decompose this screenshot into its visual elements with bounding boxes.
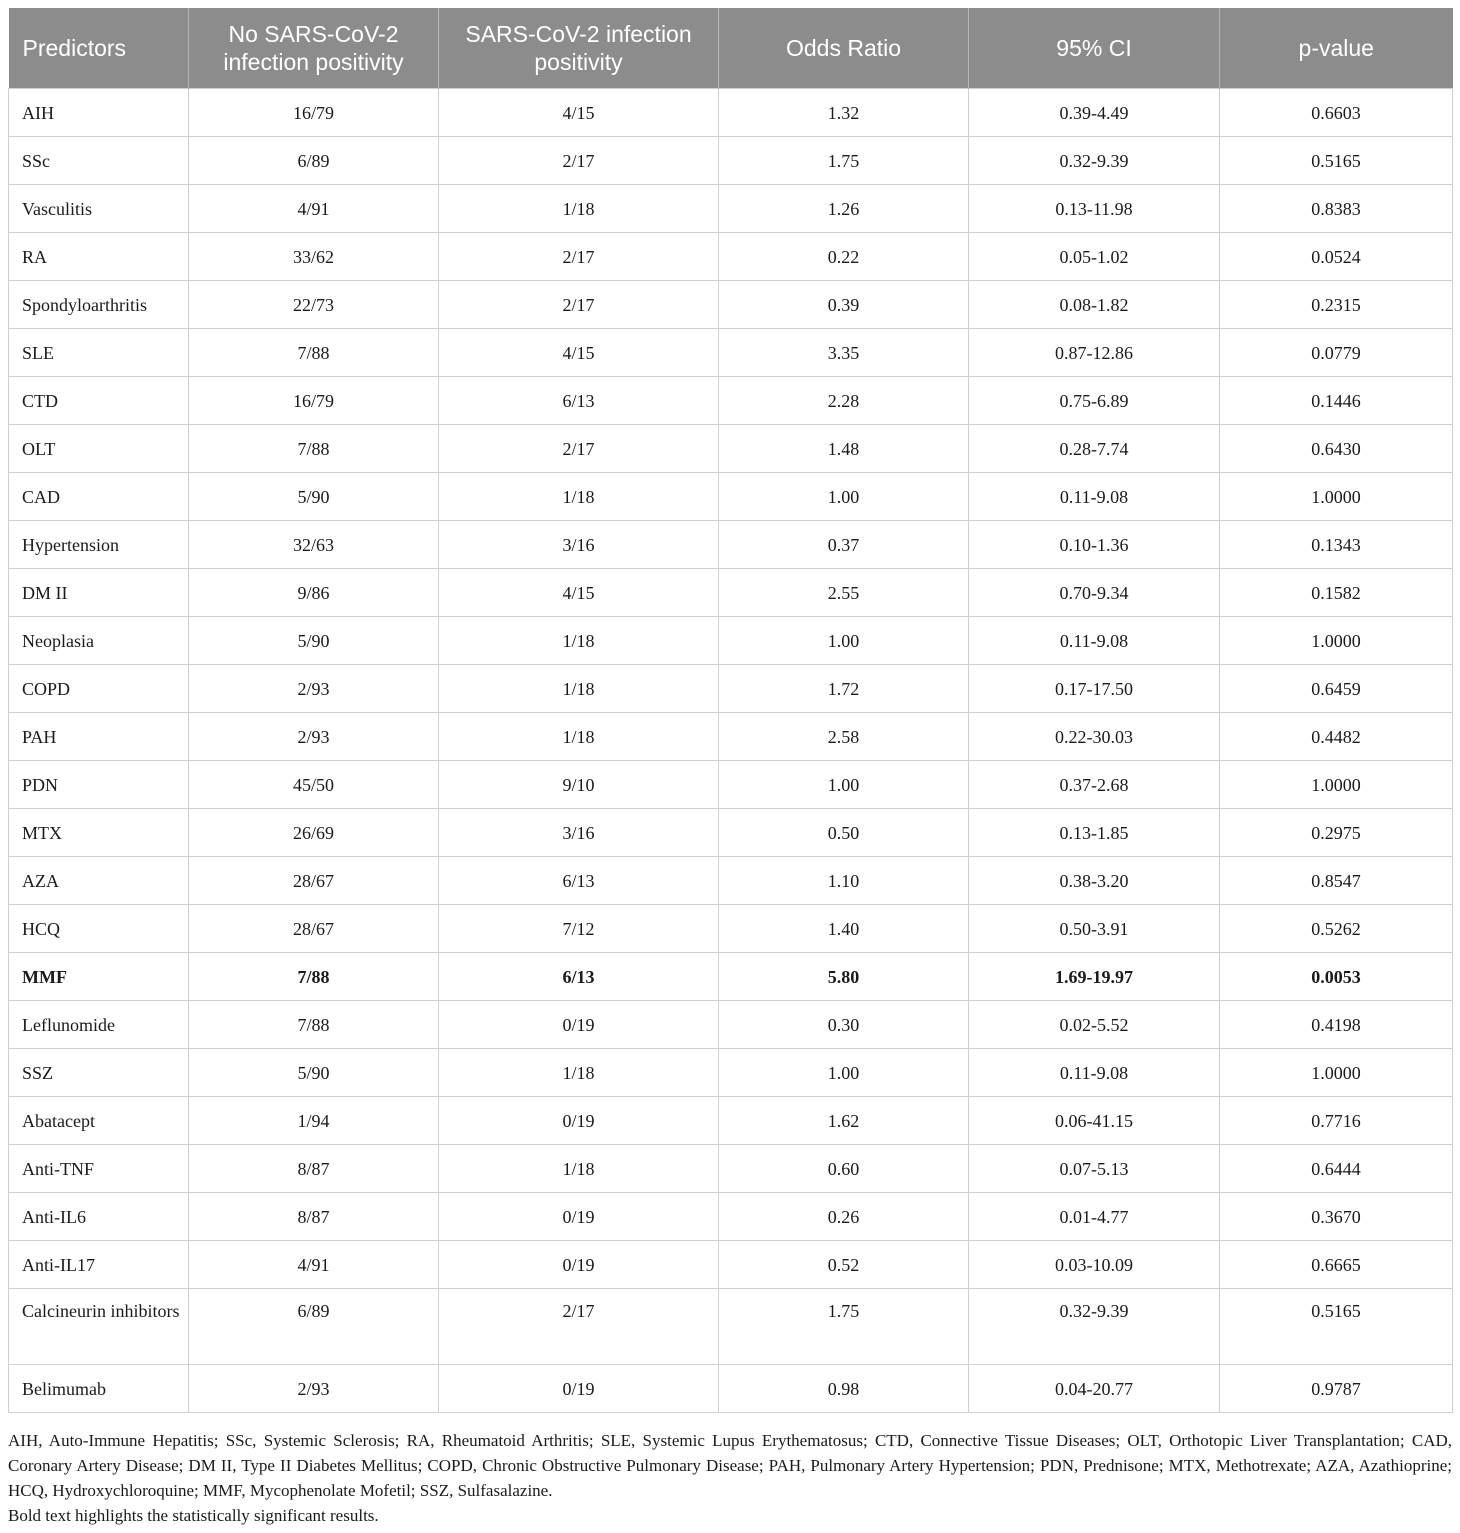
cell-p-value: 0.6603 <box>1220 89 1453 137</box>
cell-p-value: 0.2975 <box>1220 809 1453 857</box>
table-row <box>9 569 1453 617</box>
cell-p-value: 0.3670 <box>1220 1193 1453 1241</box>
cell-infection: 2/17 <box>439 281 719 329</box>
cell-p-value: 0.0524 <box>1220 233 1453 281</box>
results-table-container <box>8 8 1452 1413</box>
cell-no-infection: 4/91 <box>189 185 439 233</box>
cell-no-infection: 28/67 <box>189 857 439 905</box>
table-row <box>9 1365 1453 1413</box>
predictors-table <box>8 8 1453 1413</box>
cell-odds-ratio: 0.52 <box>719 1241 969 1289</box>
cell-p-value: 0.4198 <box>1220 1001 1453 1049</box>
cell-p-value: 0.1446 <box>1220 377 1453 425</box>
cell-infection: 1/18 <box>439 185 719 233</box>
cell-odds-ratio: 0.60 <box>719 1145 969 1193</box>
cell-no-infection: 22/73 <box>189 281 439 329</box>
table-row <box>9 809 1453 857</box>
table-row <box>9 905 1453 953</box>
cell-infection: 1/18 <box>439 473 719 521</box>
cell-no-infection: 45/50 <box>189 761 439 809</box>
cell-odds-ratio: 2.58 <box>719 713 969 761</box>
cell-infection: 2/17 <box>439 137 719 185</box>
cell-no-infection: 16/79 <box>189 377 439 425</box>
cell-ci: 0.05-1.02 <box>969 233 1220 281</box>
cell-p-value: 0.9787 <box>1220 1365 1453 1413</box>
cell-no-infection: 33/62 <box>189 233 439 281</box>
cell-p-value: 0.4482 <box>1220 713 1453 761</box>
cell-no-infection: 5/90 <box>189 617 439 665</box>
cell-predictor: PDN <box>9 761 189 809</box>
header-infection: SARS-CoV-2 infection positivity <box>439 8 719 89</box>
cell-infection: 6/13 <box>439 857 719 905</box>
cell-odds-ratio: 1.00 <box>719 617 969 665</box>
cell-infection: 1/18 <box>439 1049 719 1097</box>
cell-odds-ratio: 0.22 <box>719 233 969 281</box>
cell-predictor: Anti-IL17 <box>9 1241 189 1289</box>
cell-predictor: Abatacept <box>9 1097 189 1145</box>
cell-p-value: 0.0053 <box>1220 953 1453 1001</box>
cell-odds-ratio: 1.48 <box>719 425 969 473</box>
cell-no-infection: 8/87 <box>189 1193 439 1241</box>
cell-infection: 1/18 <box>439 617 719 665</box>
table-header <box>9 8 1453 89</box>
header-predictors: Predictors <box>9 8 189 89</box>
cell-odds-ratio: 1.72 <box>719 665 969 713</box>
cell-infection: 0/19 <box>439 1241 719 1289</box>
table-row <box>9 1241 1453 1289</box>
cell-ci: 0.28-7.74 <box>969 425 1220 473</box>
cell-ci: 0.38-3.20 <box>969 857 1220 905</box>
cell-odds-ratio: 1.00 <box>719 473 969 521</box>
cell-odds-ratio: 2.28 <box>719 377 969 425</box>
cell-no-infection: 7/88 <box>189 329 439 377</box>
header-row <box>9 8 1453 89</box>
cell-p-value: 0.8547 <box>1220 857 1453 905</box>
cell-ci: 0.22-30.03 <box>969 713 1220 761</box>
cell-no-infection: 7/88 <box>189 425 439 473</box>
cell-ci: 0.17-17.50 <box>969 665 1220 713</box>
cell-predictor: Anti-TNF <box>9 1145 189 1193</box>
cell-predictor: PAH <box>9 713 189 761</box>
cell-predictor: CTD <box>9 377 189 425</box>
cell-odds-ratio: 1.00 <box>719 761 969 809</box>
table-row <box>9 521 1453 569</box>
cell-no-infection: 28/67 <box>189 905 439 953</box>
cell-p-value: 0.0779 <box>1220 329 1453 377</box>
table-row <box>9 137 1453 185</box>
cell-ci: 0.04-20.77 <box>969 1365 1220 1413</box>
cell-infection: 4/15 <box>439 329 719 377</box>
table-row <box>9 665 1453 713</box>
table-row <box>9 377 1453 425</box>
table-footnote <box>8 1428 1452 1528</box>
cell-no-infection: 5/90 <box>189 473 439 521</box>
cell-infection: 1/18 <box>439 1145 719 1193</box>
cell-p-value: 0.7716 <box>1220 1097 1453 1145</box>
cell-odds-ratio: 1.26 <box>719 185 969 233</box>
cell-ci: 0.37-2.68 <box>969 761 1220 809</box>
cell-predictor: Hypertension <box>9 521 189 569</box>
cell-predictor: CAD <box>9 473 189 521</box>
cell-ci: 0.75-6.89 <box>969 377 1220 425</box>
cell-infection: 9/10 <box>439 761 719 809</box>
cell-infection: 0/19 <box>439 1097 719 1145</box>
cell-ci: 0.11-9.08 <box>969 1049 1220 1097</box>
cell-no-infection: 16/79 <box>189 89 439 137</box>
cell-odds-ratio: 1.75 <box>719 1289 969 1365</box>
cell-p-value: 0.1582 <box>1220 569 1453 617</box>
cell-predictor: Spondyloarthritis <box>9 281 189 329</box>
table-row <box>9 761 1453 809</box>
cell-infection: 2/17 <box>439 1289 719 1365</box>
cell-odds-ratio: 1.40 <box>719 905 969 953</box>
cell-p-value: 0.6430 <box>1220 425 1453 473</box>
cell-ci: 0.13-1.85 <box>969 809 1220 857</box>
cell-predictor: MMF <box>9 953 189 1001</box>
cell-odds-ratio: 0.30 <box>719 1001 969 1049</box>
cell-ci: 0.39-4.49 <box>969 89 1220 137</box>
cell-ci: 1.69-19.97 <box>969 953 1220 1001</box>
cell-infection: 6/13 <box>439 377 719 425</box>
cell-ci: 0.06-41.15 <box>969 1097 1220 1145</box>
cell-predictor: AIH <box>9 89 189 137</box>
header-p-value: p-value <box>1220 8 1453 89</box>
table-row <box>9 857 1453 905</box>
cell-predictor: SLE <box>9 329 189 377</box>
cell-infection: 6/13 <box>439 953 719 1001</box>
cell-no-infection: 9/86 <box>189 569 439 617</box>
cell-p-value: 0.5165 <box>1220 1289 1453 1365</box>
cell-infection: 3/16 <box>439 809 719 857</box>
cell-ci: 0.50-3.91 <box>969 905 1220 953</box>
cell-p-value: 0.6444 <box>1220 1145 1453 1193</box>
footnote-bold-note: Bold text highlights the statistically significant results. <box>8 1506 379 1525</box>
cell-no-infection: 6/89 <box>189 137 439 185</box>
table-row <box>9 329 1453 377</box>
cell-infection: 7/12 <box>439 905 719 953</box>
cell-ci: 0.32-9.39 <box>969 137 1220 185</box>
cell-ci: 0.11-9.08 <box>969 473 1220 521</box>
table-row <box>9 617 1453 665</box>
table-row <box>9 281 1453 329</box>
cell-infection: 1/18 <box>439 665 719 713</box>
table-row <box>9 233 1453 281</box>
cell-ci: 0.87-12.86 <box>969 329 1220 377</box>
cell-no-infection: 8/87 <box>189 1145 439 1193</box>
cell-ci: 0.10-1.36 <box>969 521 1220 569</box>
cell-predictor: HCQ <box>9 905 189 953</box>
cell-predictor: Leflunomide <box>9 1001 189 1049</box>
cell-predictor: SSc <box>9 137 189 185</box>
cell-predictor: Calcineurin inhibitors <box>9 1289 189 1365</box>
cell-no-infection: 7/88 <box>189 953 439 1001</box>
cell-ci: 0.70-9.34 <box>969 569 1220 617</box>
cell-no-infection: 26/69 <box>189 809 439 857</box>
cell-p-value: 0.6665 <box>1220 1241 1453 1289</box>
cell-odds-ratio: 1.62 <box>719 1097 969 1145</box>
header-no-infection: No SARS-CoV-2 infection positivity <box>189 8 439 89</box>
cell-ci: 0.01-4.77 <box>969 1193 1220 1241</box>
cell-ci: 0.32-9.39 <box>969 1289 1220 1365</box>
cell-infection: 0/19 <box>439 1193 719 1241</box>
cell-predictor: Neoplasia <box>9 617 189 665</box>
cell-predictor: DM II <box>9 569 189 617</box>
table-row <box>9 953 1453 1001</box>
cell-no-infection: 32/63 <box>189 521 439 569</box>
cell-p-value: 0.8383 <box>1220 185 1453 233</box>
cell-no-infection: 5/90 <box>189 1049 439 1097</box>
cell-p-value: 1.0000 <box>1220 617 1453 665</box>
cell-ci: 0.11-9.08 <box>969 617 1220 665</box>
cell-infection: 0/19 <box>439 1365 719 1413</box>
cell-odds-ratio: 1.00 <box>719 1049 969 1097</box>
header-odds-ratio: Odds Ratio <box>719 8 969 89</box>
cell-odds-ratio: 0.37 <box>719 521 969 569</box>
cell-ci: 0.13-11.98 <box>969 185 1220 233</box>
cell-odds-ratio: 1.10 <box>719 857 969 905</box>
cell-odds-ratio: 0.26 <box>719 1193 969 1241</box>
cell-predictor: MTX <box>9 809 189 857</box>
table-row <box>9 1145 1453 1193</box>
cell-infection: 3/16 <box>439 521 719 569</box>
cell-predictor: OLT <box>9 425 189 473</box>
cell-p-value: 0.5262 <box>1220 905 1453 953</box>
cell-p-value: 0.6459 <box>1220 665 1453 713</box>
cell-ci: 0.07-5.13 <box>969 1145 1220 1193</box>
table-row <box>9 1049 1453 1097</box>
cell-no-infection: 6/89 <box>189 1289 439 1365</box>
cell-predictor: SSZ <box>9 1049 189 1097</box>
cell-p-value: 1.0000 <box>1220 761 1453 809</box>
table-row <box>9 185 1453 233</box>
cell-infection: 2/17 <box>439 425 719 473</box>
cell-infection: 4/15 <box>439 89 719 137</box>
cell-odds-ratio: 0.50 <box>719 809 969 857</box>
cell-predictor: Anti-IL6 <box>9 1193 189 1241</box>
cell-p-value: 1.0000 <box>1220 473 1453 521</box>
cell-ci: 0.08-1.82 <box>969 281 1220 329</box>
cell-no-infection: 2/93 <box>189 665 439 713</box>
cell-odds-ratio: 0.98 <box>719 1365 969 1413</box>
cell-p-value: 0.2315 <box>1220 281 1453 329</box>
footnote-abbreviations: AIH, Auto-Immune Hepatitis; SSc, Systemic Sclerosis; RA, Rheumatoid Arthritis; SLE, Systemic Lupus Erythematosus; CTD, Connective Tissue Diseases; OLT, Orthotopic Liver Transplantation; CAD, Coronary Artery Disease; DM II, Type II Diabetes Mellitus; COPD, Chronic Obstructive Pulmonary Disease; PAH, Pulmonary Artery Hypertension; PDN, Prednisone; MTX, Methotrexate; AZA, Azathioprine; HCQ, Hydroxychloroquine; MMF, Mycophenolate Mofetil; SSZ, Sulfasalazine. <box>8 1431 1452 1500</box>
table-row <box>9 1001 1453 1049</box>
table-row <box>9 473 1453 521</box>
cell-infection: 1/18 <box>439 713 719 761</box>
table-row <box>9 713 1453 761</box>
cell-infection: 2/17 <box>439 233 719 281</box>
cell-ci: 0.02-5.52 <box>969 1001 1220 1049</box>
table-row <box>9 1193 1453 1241</box>
cell-p-value: 0.5165 <box>1220 137 1453 185</box>
cell-odds-ratio: 2.55 <box>719 569 969 617</box>
cell-odds-ratio: 3.35 <box>719 329 969 377</box>
cell-odds-ratio: 1.75 <box>719 137 969 185</box>
cell-predictor: Belimumab <box>9 1365 189 1413</box>
cell-predictor: RA <box>9 233 189 281</box>
cell-no-infection: 7/88 <box>189 1001 439 1049</box>
table-row <box>9 89 1453 137</box>
cell-no-infection: 2/93 <box>189 713 439 761</box>
cell-odds-ratio: 1.32 <box>719 89 969 137</box>
cell-ci: 0.03-10.09 <box>969 1241 1220 1289</box>
cell-odds-ratio: 0.39 <box>719 281 969 329</box>
cell-no-infection: 1/94 <box>189 1097 439 1145</box>
table-row <box>9 1289 1453 1365</box>
cell-predictor: COPD <box>9 665 189 713</box>
cell-infection: 4/15 <box>439 569 719 617</box>
cell-no-infection: 2/93 <box>189 1365 439 1413</box>
cell-predictor: Vasculitis <box>9 185 189 233</box>
cell-predictor: AZA <box>9 857 189 905</box>
header-ci: 95% CI <box>969 8 1220 89</box>
cell-infection: 0/19 <box>439 1001 719 1049</box>
cell-no-infection: 4/91 <box>189 1241 439 1289</box>
cell-odds-ratio: 5.80 <box>719 953 969 1001</box>
table-row <box>9 1097 1453 1145</box>
table-body <box>9 89 1453 1413</box>
table-row <box>9 425 1453 473</box>
cell-p-value: 1.0000 <box>1220 1049 1453 1097</box>
cell-p-value: 0.1343 <box>1220 521 1453 569</box>
